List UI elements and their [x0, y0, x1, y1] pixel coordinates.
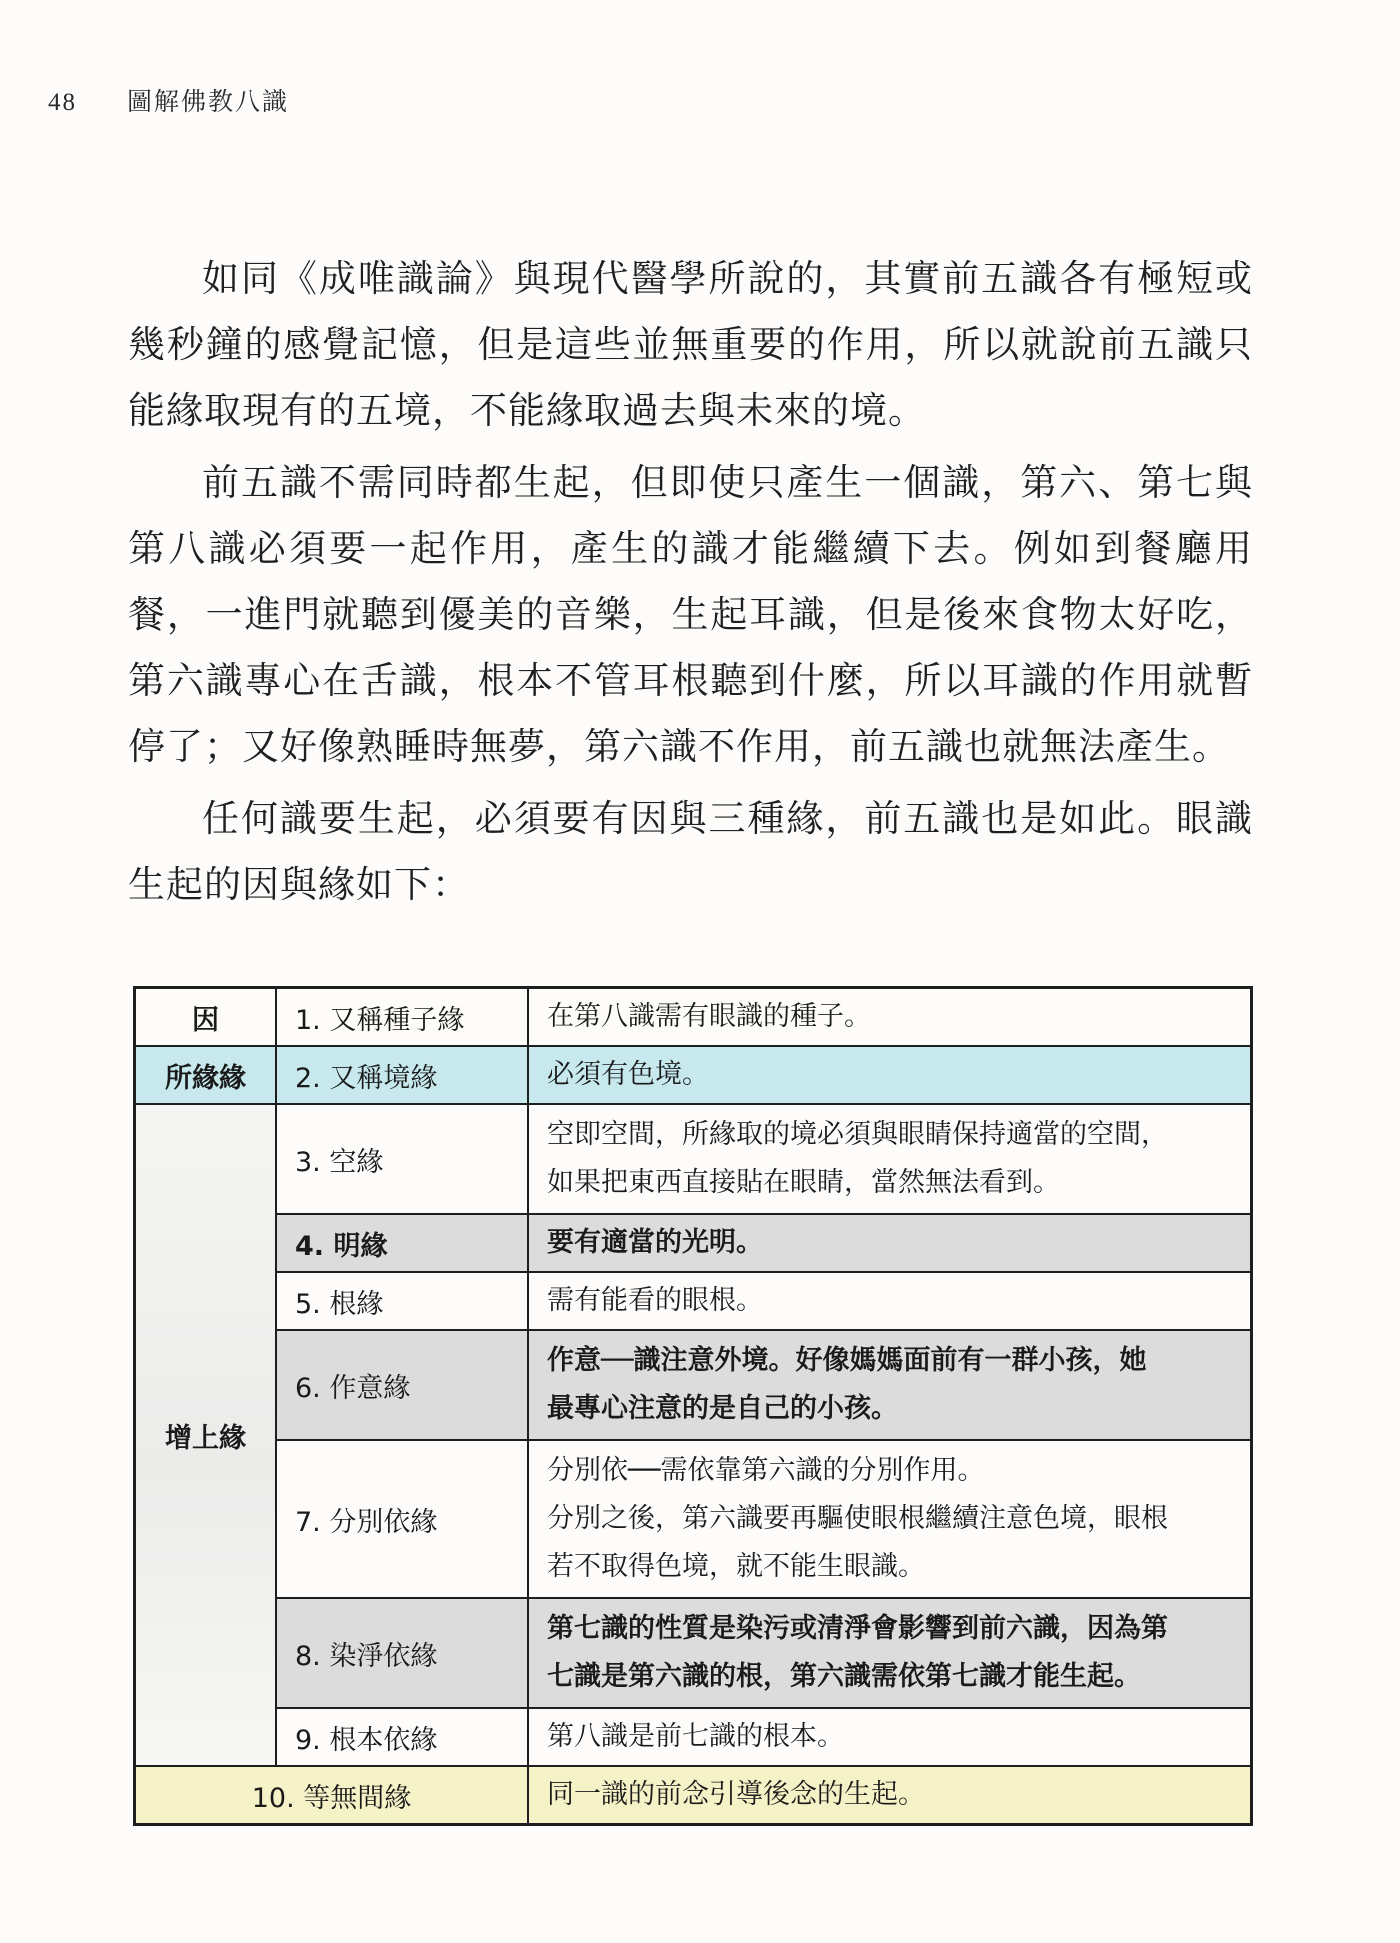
item-description: 第七識的性質是染污或清淨會影響到前六識，因為第 七識是第六識的根，第六識需依第七識才能生起。	[528, 1598, 1252, 1708]
table-row	[135, 1440, 1252, 1598]
causes-conditions-table	[133, 986, 1253, 1826]
item-description: 作意──識注意外境。好像媽媽面前有一群小孩，她 最專心注意的是自己的小孩。	[528, 1330, 1252, 1440]
book-title: 圖解佛教八識	[126, 87, 289, 116]
item-label: 9. 根本依緣	[276, 1708, 528, 1766]
item-description: 第八識是前七識的根本。	[528, 1708, 1252, 1766]
item-description: 需有能看的眼根。	[528, 1272, 1252, 1330]
item-label: 3. 空緣	[276, 1104, 528, 1214]
category-object-condition: 所緣緣	[135, 1046, 277, 1104]
table-row	[135, 1598, 1252, 1708]
body-text	[128, 246, 1253, 924]
item-description: 分別依──需依靠第六識的分別作用。 分別之後，第六識要再驅使眼根繼續注意色境，眼根 若不取得色境，就不能生眼識。	[528, 1440, 1252, 1598]
table-row	[135, 1214, 1252, 1272]
item-description: 同一識的前念引導後念的生起。	[528, 1766, 1252, 1825]
running-header	[48, 82, 289, 118]
item-label: 4. 明緣	[276, 1214, 528, 1272]
paragraph-3: 任何識要生起，必須要有因與三種緣，前五識也是如此。眼識生起的因與緣如下：	[128, 797, 1253, 906]
paragraph-2: 前五識不需同時都生起，但即使只產生一個識，第六、第七與第八識必須要一起作用，產生的識才能繼續下去。例如到餐廳用餐，一進門就聽到優美的音樂，生起耳識，但是後來食物太好吃，第六識專心在舌識，根本不管耳根聽到什麼，所以耳識的作用就暫停了；又好像熟睡時無夢，第六識不作用，前五識也就無法產生。	[128, 461, 1253, 768]
table-row	[135, 1708, 1252, 1766]
item-label: 10. 等無間緣	[135, 1766, 529, 1825]
table-row	[135, 1272, 1252, 1330]
item-description: 在第八識需有眼識的種子。	[528, 988, 1252, 1047]
item-label: 8. 染淨依緣	[276, 1598, 528, 1708]
paragraph-1: 如同《成唯識論》與現代醫學所說的，其實前五識各有極短或幾秒鐘的感覺記憶，但是這些並無重要的作用，所以就說前五識只能緣取現有的五境，不能緣取過去與未來的境。	[128, 257, 1253, 432]
item-label: 7. 分別依緣	[276, 1440, 528, 1598]
table-row	[135, 1766, 1252, 1825]
table-row	[135, 988, 1252, 1047]
item-label: 6. 作意緣	[276, 1330, 528, 1440]
table-row	[135, 1046, 1252, 1104]
item-label: 2. 又稱境緣	[276, 1046, 528, 1104]
item-description: 必須有色境。	[528, 1046, 1252, 1104]
table-row	[135, 1330, 1252, 1440]
category-cause: 因	[135, 988, 277, 1047]
item-description: 空即空間，所緣取的境必須與眼睛保持適當的空間， 如果把東西直接貼在眼睛，當然無法看到。	[528, 1104, 1252, 1214]
item-label: 1. 又稱種子緣	[276, 988, 528, 1047]
table-row	[135, 1104, 1252, 1214]
item-description: 要有適當的光明。	[528, 1214, 1252, 1272]
item-label: 5. 根緣	[276, 1272, 528, 1330]
page-number: 48	[48, 89, 77, 116]
category-dominant-condition: 增上緣	[135, 1104, 277, 1766]
